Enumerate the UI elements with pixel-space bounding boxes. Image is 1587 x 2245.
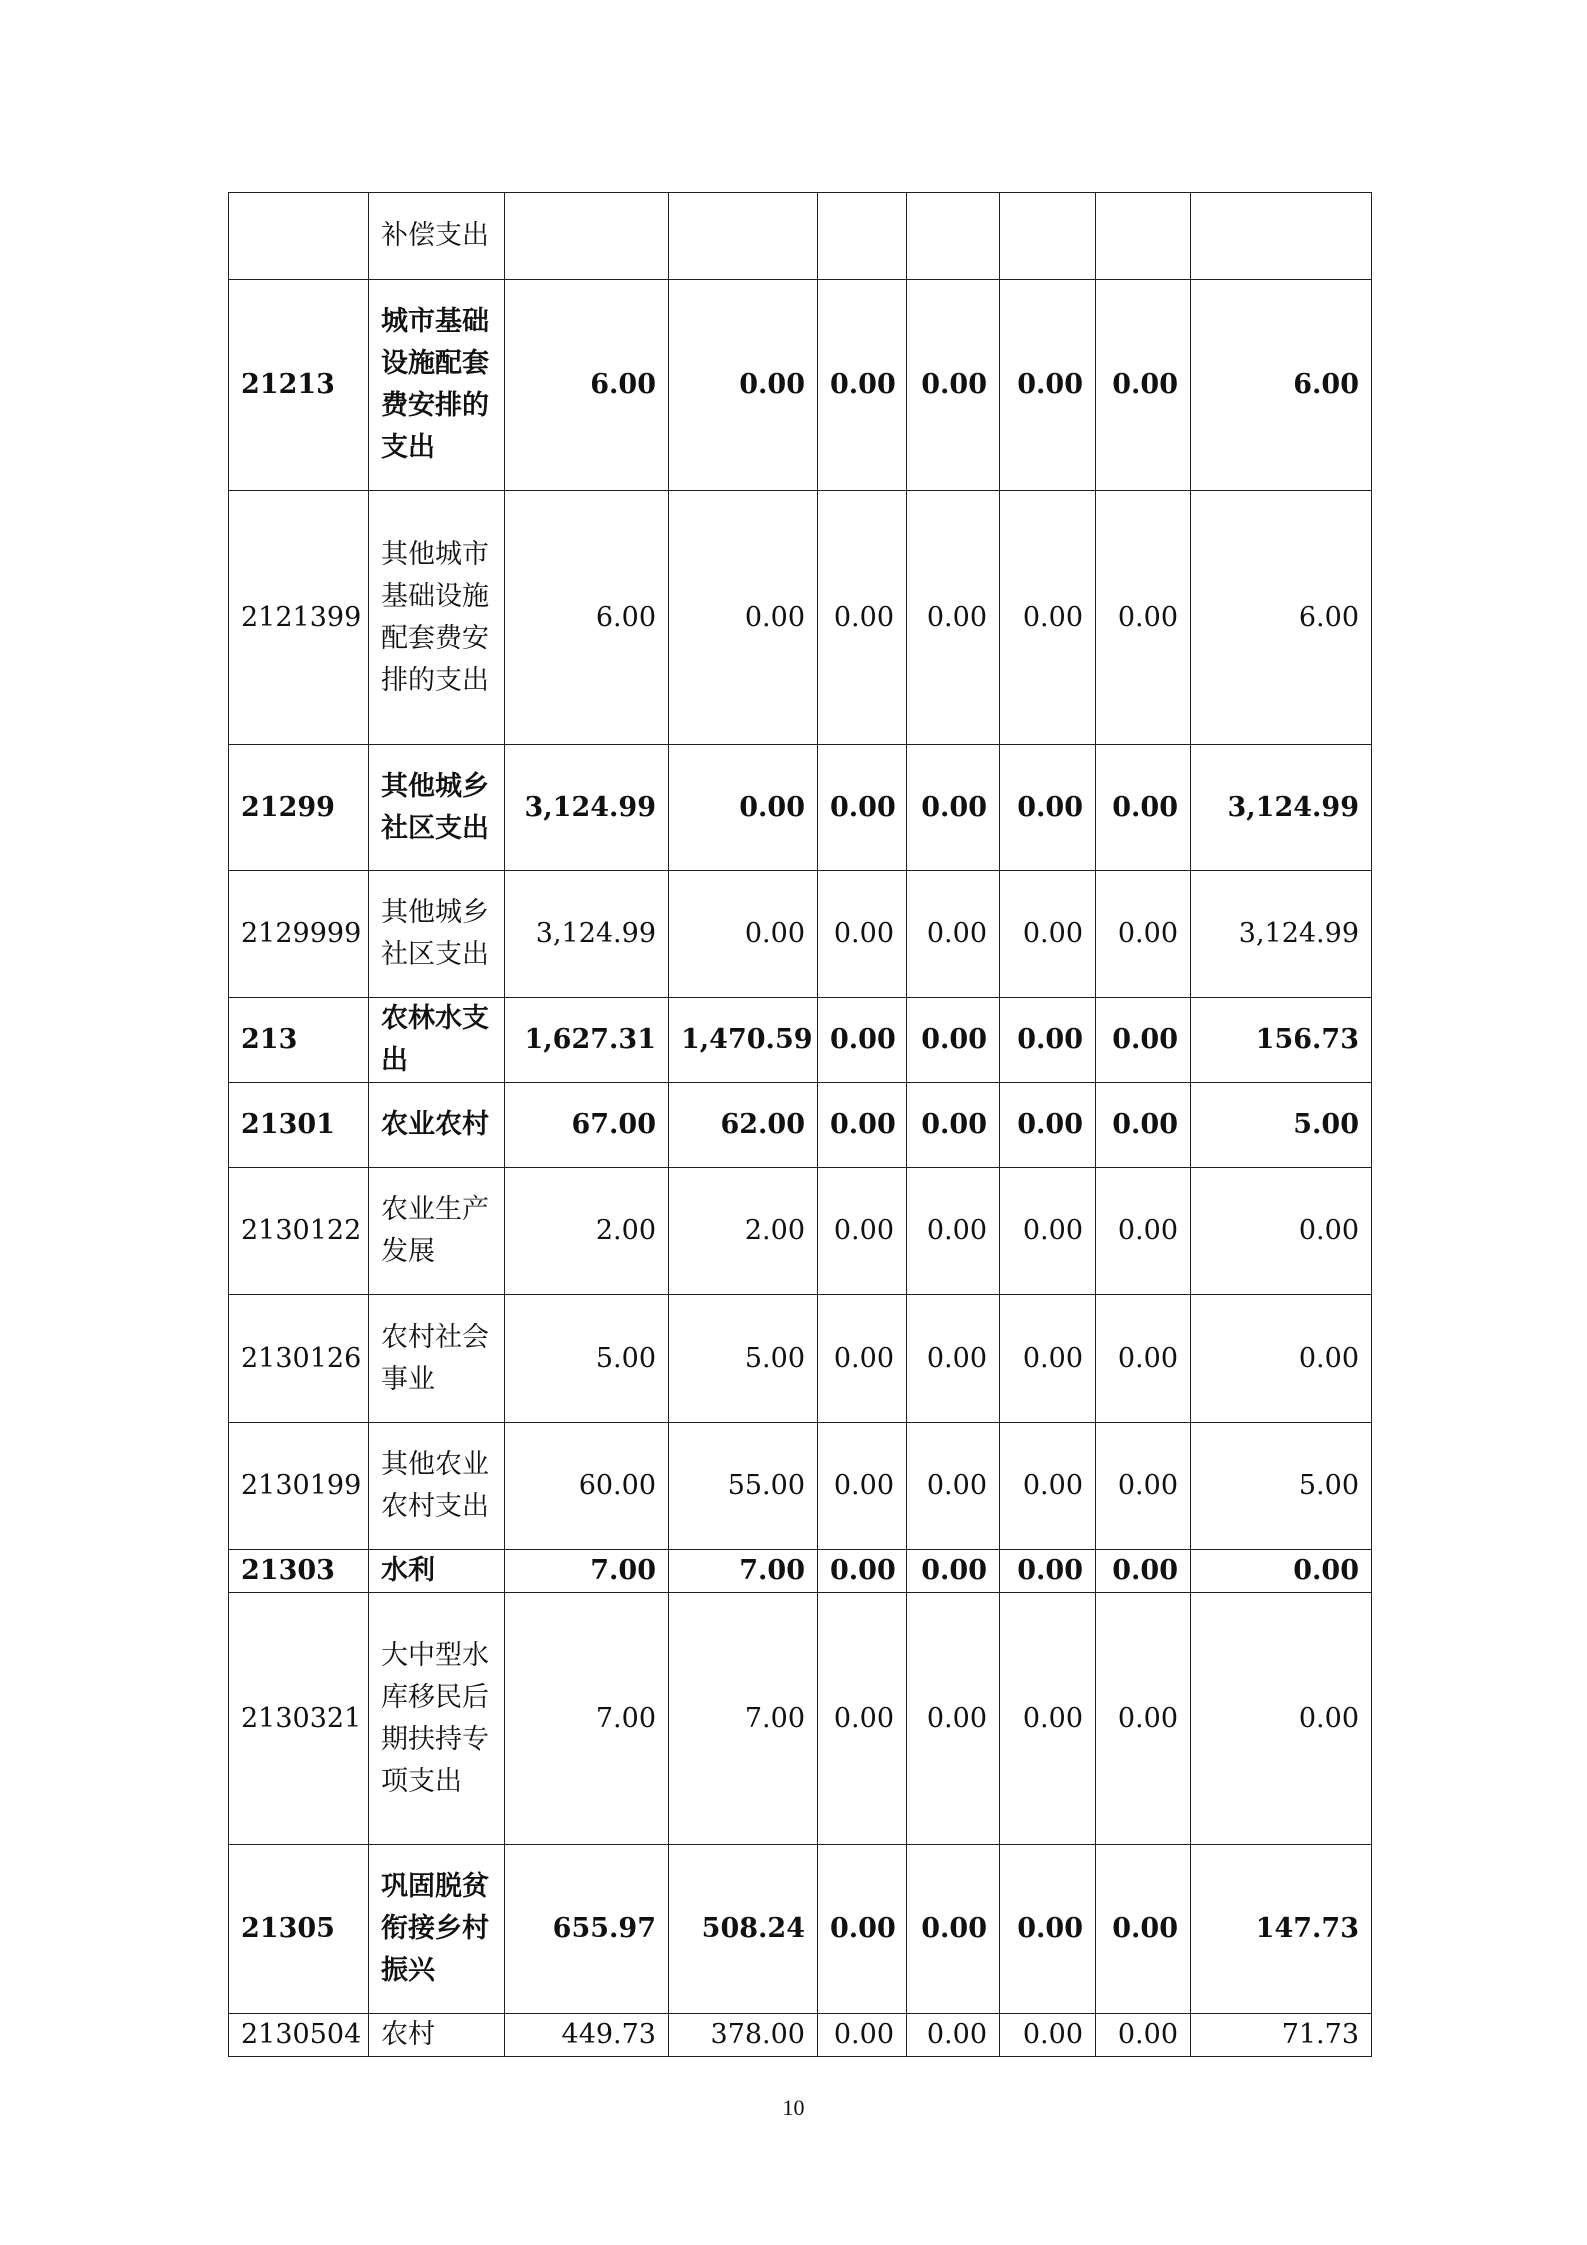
- row-value-cell: 156.73: [1191, 998, 1372, 1083]
- row-value-cell: 7.00: [669, 1550, 818, 1593]
- row-code-cell: 21213: [229, 280, 369, 491]
- row-value-cell: 0.00: [1096, 998, 1191, 1083]
- row-value-cell: 0.00: [1000, 1550, 1096, 1593]
- row-value-cell: 6.00: [1191, 491, 1372, 745]
- row-value-cell: 0.00: [907, 2014, 1000, 2057]
- table-row: [229, 1593, 1372, 1845]
- row-value-cell: 6.00: [1191, 280, 1372, 491]
- row-value-cell: 0.00: [907, 1593, 1000, 1845]
- row-value-cell: 1,627.31: [505, 998, 669, 1083]
- row-code-cell: 2130126: [229, 1295, 369, 1423]
- table-row: [229, 193, 1372, 280]
- row-value-cell: 0.00: [1191, 1593, 1372, 1845]
- row-value-cell: 0.00: [818, 1593, 907, 1845]
- row-value-cell: 2.00: [505, 1168, 669, 1295]
- row-value-cell: 0.00: [1000, 491, 1096, 745]
- row-value-cell: 0.00: [818, 491, 907, 745]
- table-row: [229, 1845, 1372, 2014]
- row-value-cell: 449.73: [505, 2014, 669, 2057]
- row-name-cell: 农业生产发展: [369, 1168, 505, 1295]
- row-value-cell: 0.00: [907, 280, 1000, 491]
- row-code-cell: 2130321: [229, 1593, 369, 1845]
- row-value-cell: 0.00: [907, 1423, 1000, 1550]
- row-value-cell: [1191, 193, 1372, 280]
- row-value-cell: 67.00: [505, 1083, 669, 1168]
- row-value-cell: 0.00: [1000, 871, 1096, 998]
- row-value-cell: 3,124.99: [1191, 745, 1372, 871]
- row-value-cell: 2.00: [669, 1168, 818, 1295]
- row-value-cell: 0.00: [818, 1550, 907, 1593]
- row-value-cell: 6.00: [505, 280, 669, 491]
- row-value-cell: 0.00: [818, 745, 907, 871]
- row-value-cell: 0.00: [1000, 2014, 1096, 2057]
- row-value-cell: 60.00: [505, 1423, 669, 1550]
- row-value-cell: 0.00: [818, 1845, 907, 2014]
- table-row: [229, 745, 1372, 871]
- row-name-cell: 其他城市基础设施配套费安排的支出: [369, 491, 505, 745]
- row-value-cell: 0.00: [669, 745, 818, 871]
- row-value-cell: 7.00: [669, 1593, 818, 1845]
- budget-table: [228, 192, 1372, 2057]
- table-row: [229, 280, 1372, 491]
- row-value-cell: 0.00: [1191, 1550, 1372, 1593]
- row-value-cell: 0.00: [1096, 1550, 1191, 1593]
- row-value-cell: 0.00: [818, 280, 907, 491]
- row-name-cell: 大中型水库移民后期扶持专项支出: [369, 1593, 505, 1845]
- row-value-cell: 0.00: [1096, 745, 1191, 871]
- row-value-cell: 0.00: [907, 1845, 1000, 2014]
- row-code-cell: 2130504: [229, 2014, 369, 2057]
- row-value-cell: 0.00: [669, 280, 818, 491]
- row-value-cell: 0.00: [669, 491, 818, 745]
- row-code-cell: 2130199: [229, 1423, 369, 1550]
- row-name-cell: 补偿支出: [369, 193, 505, 280]
- page-number: 10: [782, 2095, 805, 2120]
- table-body: [229, 193, 1372, 2057]
- row-value-cell: 0.00: [818, 1295, 907, 1423]
- row-value-cell: [669, 193, 818, 280]
- row-value-cell: 5.00: [669, 1295, 818, 1423]
- row-value-cell: 378.00: [669, 2014, 818, 2057]
- table-row: [229, 1168, 1372, 1295]
- row-value-cell: 0.00: [1096, 1845, 1191, 2014]
- row-name-cell: 水利: [369, 1550, 505, 1593]
- row-value-cell: 0.00: [1096, 280, 1191, 491]
- row-value-cell: 3,124.99: [505, 745, 669, 871]
- row-code-cell: 21301: [229, 1083, 369, 1168]
- row-value-cell: 0.00: [1000, 1295, 1096, 1423]
- row-value-cell: 0.00: [1000, 1423, 1096, 1550]
- row-code-cell: 21303: [229, 1550, 369, 1593]
- row-name-cell: 其他城乡社区支出: [369, 745, 505, 871]
- row-value-cell: 0.00: [1096, 1168, 1191, 1295]
- row-code-cell: 21299: [229, 745, 369, 871]
- row-value-cell: 62.00: [669, 1083, 818, 1168]
- row-value-cell: 0.00: [669, 871, 818, 998]
- row-value-cell: 0.00: [907, 1083, 1000, 1168]
- row-name-cell: 农村社会事业: [369, 1295, 505, 1423]
- row-value-cell: 0.00: [907, 1295, 1000, 1423]
- row-value-cell: 0.00: [1096, 1593, 1191, 1845]
- row-value-cell: 0.00: [1000, 1083, 1096, 1168]
- row-value-cell: 0.00: [1191, 1168, 1372, 1295]
- row-value-cell: 71.73: [1191, 2014, 1372, 2057]
- row-value-cell: 0.00: [1096, 1295, 1191, 1423]
- row-name-cell: 其他城乡社区支出: [369, 871, 505, 998]
- row-value-cell: 0.00: [818, 1423, 907, 1550]
- row-value-cell: 3,124.99: [505, 871, 669, 998]
- row-value-cell: 7.00: [505, 1550, 669, 1593]
- table-row: [229, 1423, 1372, 1550]
- row-value-cell: 7.00: [505, 1593, 669, 1845]
- row-value-cell: 0.00: [818, 2014, 907, 2057]
- row-value-cell: 5.00: [1191, 1423, 1372, 1550]
- row-value-cell: 0.00: [1096, 2014, 1191, 2057]
- row-value-cell: 0.00: [818, 1168, 907, 1295]
- row-value-cell: 0.00: [907, 1168, 1000, 1295]
- row-value-cell: 0.00: [818, 1083, 907, 1168]
- row-value-cell: 5.00: [1191, 1083, 1372, 1168]
- row-value-cell: [818, 193, 907, 280]
- row-value-cell: 508.24: [669, 1845, 818, 2014]
- row-value-cell: 1,470.59: [669, 998, 818, 1083]
- row-value-cell: 655.97: [505, 1845, 669, 2014]
- row-name-cell: 巩固脱贫衔接乡村振兴: [369, 1845, 505, 2014]
- row-name-cell: 农林水支出: [369, 998, 505, 1083]
- row-value-cell: 147.73: [1191, 1845, 1372, 2014]
- row-value-cell: 55.00: [669, 1423, 818, 1550]
- row-value-cell: 0.00: [1096, 871, 1191, 998]
- row-name-cell: 农村: [369, 2014, 505, 2057]
- table-row: [229, 1295, 1372, 1423]
- row-value-cell: 0.00: [1000, 1168, 1096, 1295]
- table-row: [229, 998, 1372, 1083]
- row-value-cell: 0.00: [1000, 1845, 1096, 2014]
- row-name-cell: 其他农业农村支出: [369, 1423, 505, 1550]
- table-row: [229, 1083, 1372, 1168]
- row-value-cell: 6.00: [505, 491, 669, 745]
- row-value-cell: 0.00: [1096, 491, 1191, 745]
- row-value-cell: 0.00: [907, 1550, 1000, 1593]
- row-code-cell: 2130122: [229, 1168, 369, 1295]
- row-value-cell: 0.00: [907, 998, 1000, 1083]
- row-value-cell: [1096, 193, 1191, 280]
- table-row: [229, 2014, 1372, 2057]
- table-row: [229, 871, 1372, 998]
- row-code-cell: 2129999: [229, 871, 369, 998]
- row-value-cell: [907, 193, 1000, 280]
- row-value-cell: [1000, 193, 1096, 280]
- row-value-cell: 0.00: [1000, 998, 1096, 1083]
- row-value-cell: 0.00: [1000, 745, 1096, 871]
- row-value-cell: 0.00: [818, 998, 907, 1083]
- row-value-cell: 0.00: [907, 491, 1000, 745]
- table-row: [229, 1550, 1372, 1593]
- row-value-cell: 0.00: [1096, 1083, 1191, 1168]
- row-code-cell: 213: [229, 998, 369, 1083]
- row-value-cell: 3,124.99: [1191, 871, 1372, 998]
- row-value-cell: 0.00: [907, 871, 1000, 998]
- row-code-cell: [229, 193, 369, 280]
- row-code-cell: 21305: [229, 1845, 369, 2014]
- row-code-cell: 2121399: [229, 491, 369, 745]
- row-value-cell: 0.00: [818, 871, 907, 998]
- table-row: [229, 491, 1372, 745]
- row-value-cell: 5.00: [505, 1295, 669, 1423]
- row-name-cell: 城市基础设施配套费安排的支出: [369, 280, 505, 491]
- row-value-cell: 0.00: [1000, 1593, 1096, 1845]
- row-value-cell: 0.00: [1191, 1295, 1372, 1423]
- row-value-cell: 0.00: [907, 745, 1000, 871]
- row-name-cell: 农业农村: [369, 1083, 505, 1168]
- row-value-cell: 0.00: [1096, 1423, 1191, 1550]
- row-value-cell: [505, 193, 669, 280]
- row-value-cell: 0.00: [1000, 280, 1096, 491]
